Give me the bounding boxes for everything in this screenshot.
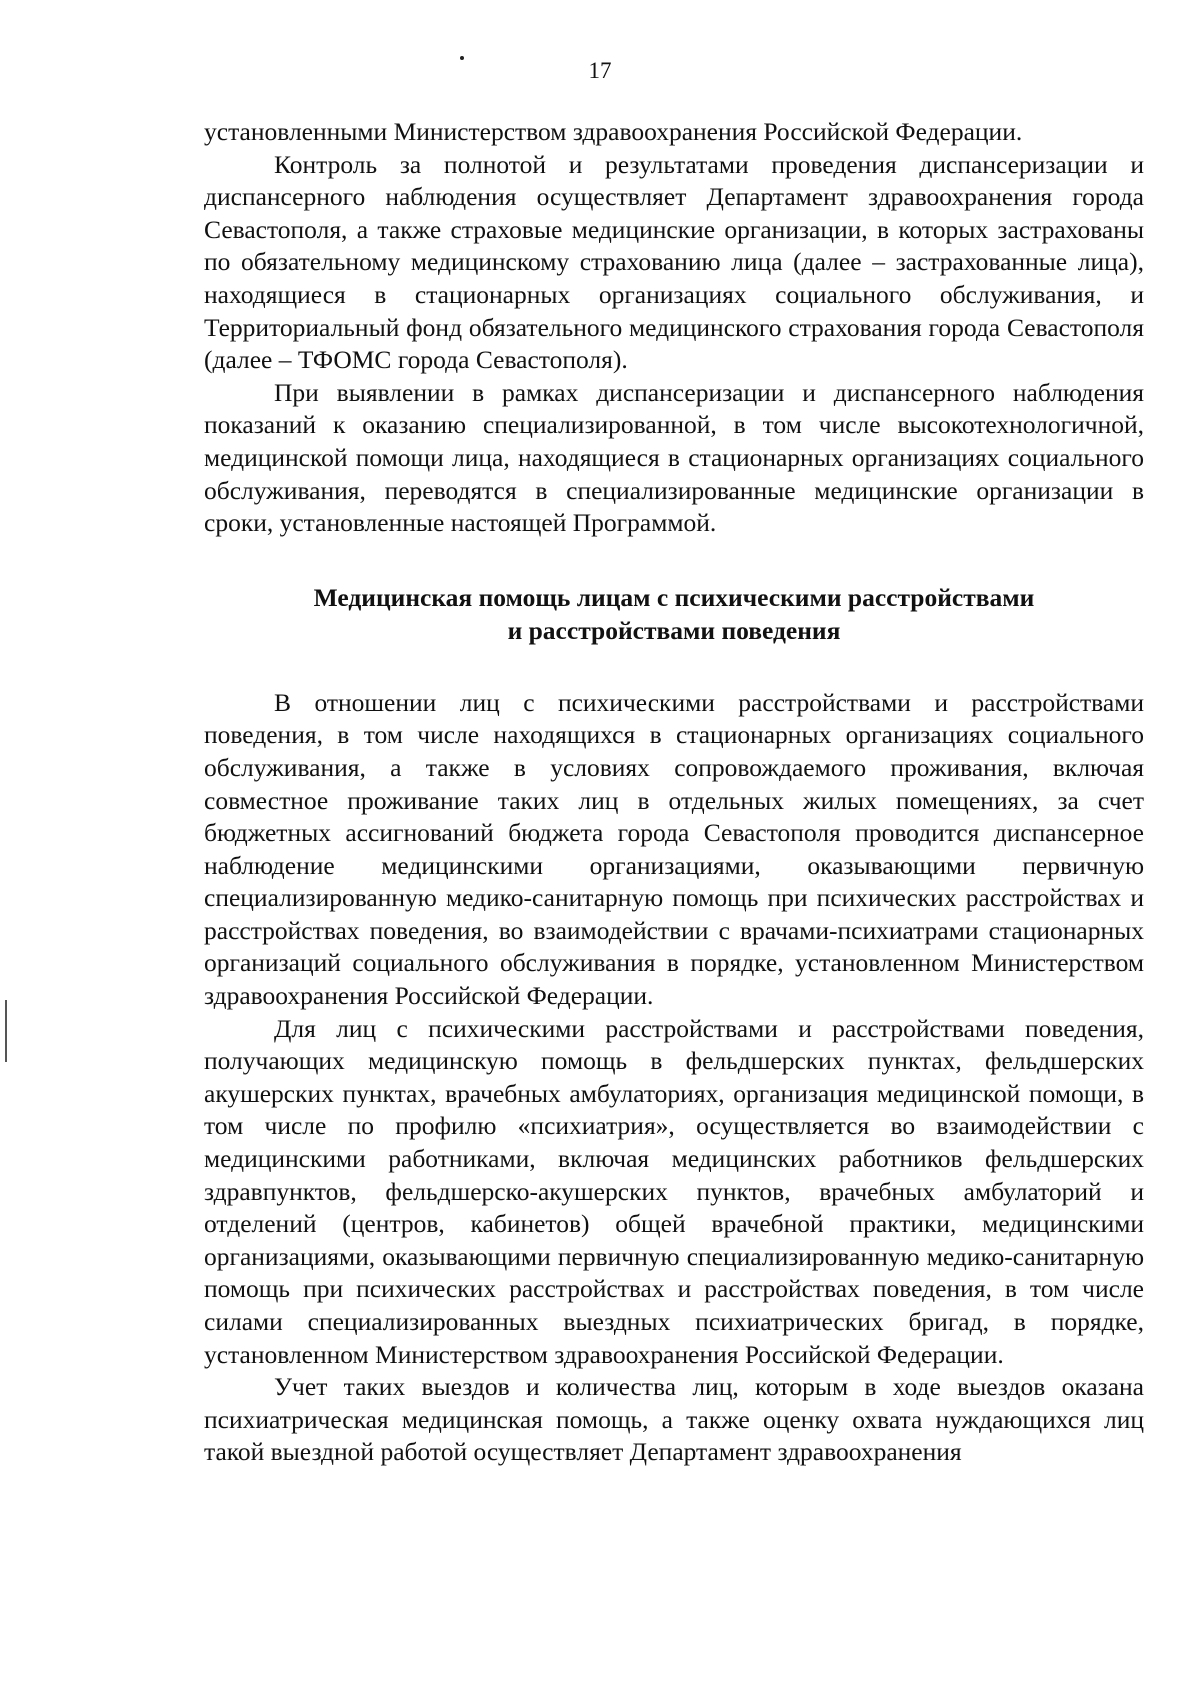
paragraph-feldsher-points: Для лиц с психическими расстройствами и расстройствами поведения, получающих медицинскую помощь в фельдшерских пунктах, фельдшерских акушерских пунктах, врачебных амбулаториях, организация медицинской помощи, в том числе по профилю «психиатрия», осуществляется во взаимодействии с медицинскими работниками, включая медицинских работников фельдшерских здравпунктов, фельдшерско-акушерских пунктов, врачебных амбулаторий и отделений (центров, кабинетов) общей врачебной практики, медицинскими организациями, оказывающими первичную специализированную медико-санитарную помощь при психических расстройствах и расстройствах поведения, в том числе силами специализированных выездных психиатрических бригад, в порядке, установленном Министерством здравоохранения Российской Федерации.	[204, 1013, 1144, 1369]
page-number: 17	[588, 58, 612, 83]
scan-artifact-line	[5, 1000, 7, 1062]
paragraph-dispensary-observation: В отношении лиц с психическими расстройствами и расстройствами поведения, в том числе находящихся в стационарных организациях социального обслуживания, а также в условиях сопровождаемого проживания, включая совместное проживание таких лиц в отдельных жилых помещениях, за счет бюджетных ассигнований бюджета города Севастополя проводится диспансерное наблюдение медицинскими организациями, оказывающими первичную специализированную медико-санитарную помощь при психических расстройствах и расстройствах поведения, во взаимодействии с врачами-психиатрами стационарных организаций социального обслуживания в порядке, установленном Министерством здравоохранения Российской Федерации.	[204, 687, 1144, 1011]
document-body	[204, 116, 1144, 1469]
paragraph-transfer: При выявлении в рамках диспансеризации и диспансерного наблюдения показаний к оказанию специализированной, в том числе высокотехнологичной, медицинской помощи лица, находящиеся в стационарных организациях социального обслуживания, переводятся в специализированные медицинские организации в сроки, установленные настоящей Программой.	[204, 377, 1144, 538]
paragraph-visits-accounting: Учет таких выездов и количества лиц, которым в ходе выездов оказана психиатрическая медицинская помощь, а также оценку охвата нуждающихся лиц такой выездной работой осуществляет Департамент здравоохранения	[204, 1372, 1144, 1467]
paragraph-control: Контроль за полнотой и результатами проведения диспансеризации и диспансерного наблюдения осуществляет Департамент здравоохранения города Севастополя, а также страховые медицинские организации, в которых застрахованы по обязательному медицинскому страхованию лица (далее – застрахованные лица), находящиеся в стационарных организациях социального обслуживания, и Территориальный фонд обязательного медицинского страхования города Севастополя (далее – ТФОМС города Севастополя).	[204, 149, 1144, 375]
section-heading-line-1: Медицинская помощь лицам с психическими расстройствами	[313, 582, 1035, 612]
section-heading-line-2: и расстройствами поведения	[507, 615, 841, 645]
section-heading	[204, 581, 1144, 647]
paragraph-continuation: установленными Министерством здравоохранения Российской Федерации.	[204, 117, 1023, 146]
